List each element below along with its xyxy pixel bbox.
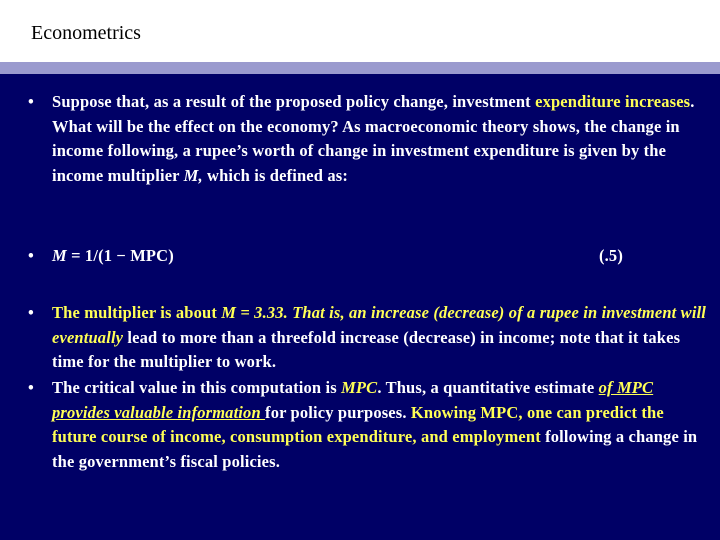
bullet-text-3 (52, 301, 708, 375)
equation-variable-m: M (52, 246, 67, 265)
italic-m: M, (183, 165, 203, 185)
bullet-dot-icon: • (28, 246, 34, 265)
slide-title: Econometrics (31, 22, 141, 44)
text-run: Suppose that, as a result of the proposed policy change, investment (52, 92, 536, 111)
text-run: The multiplier is about (52, 303, 222, 322)
text-run: . What will be the effect on the economy? As macroeconomic theory shows, the change in income following, a rupee’s worth of change in investment expenditure is given by the income multiplier (52, 92, 695, 185)
highlight-mpc: MPC (341, 378, 378, 397)
equation-number: (.5) (599, 246, 623, 265)
header-divider-band (0, 62, 720, 74)
slide-body (0, 74, 720, 540)
bullet-dot-icon: • (28, 378, 34, 397)
text-run: which is defined as: (202, 165, 349, 185)
slide-header (0, 0, 720, 62)
bullet-text-4 (52, 376, 708, 474)
bullet-dot-icon: • (28, 303, 34, 322)
italic-text-run: . That is, an increase (decrease) of a rupee in investment will eventually (52, 303, 707, 347)
highlight-mpc-info: of MPC provides valuable information (52, 378, 654, 422)
bullet-text-1 (52, 90, 708, 188)
equation-expression: = 1/(1 − MPC) (66, 246, 174, 265)
text-run: following a change in the government’s fiscal policies. (52, 427, 698, 471)
text-run: The critical value in this computation is (52, 378, 342, 397)
italic-value: = 3.33 (236, 303, 284, 322)
highlight-knowing-mpc: Knowing MPC, one can predict the future course of income, consumption expenditure, and employment (52, 402, 664, 447)
text-run: for policy purposes. (265, 402, 411, 422)
highlight-expenditure-increases: expenditure increases (535, 92, 691, 111)
bullet-paragraph-4 (28, 376, 708, 474)
italic-m: M (221, 303, 237, 322)
bullet-paragraph-1 (28, 90, 708, 188)
bullet-paragraph-2 (28, 244, 708, 269)
text-run: lead to more than a threefold increase (decrease) in income; note that it takes time for the multiplier to work. (52, 327, 681, 372)
text-run: . Thus, a quantitative estimate (377, 378, 599, 397)
bullet-dot-icon: • (28, 92, 34, 111)
bullet-paragraph-3 (28, 301, 708, 375)
